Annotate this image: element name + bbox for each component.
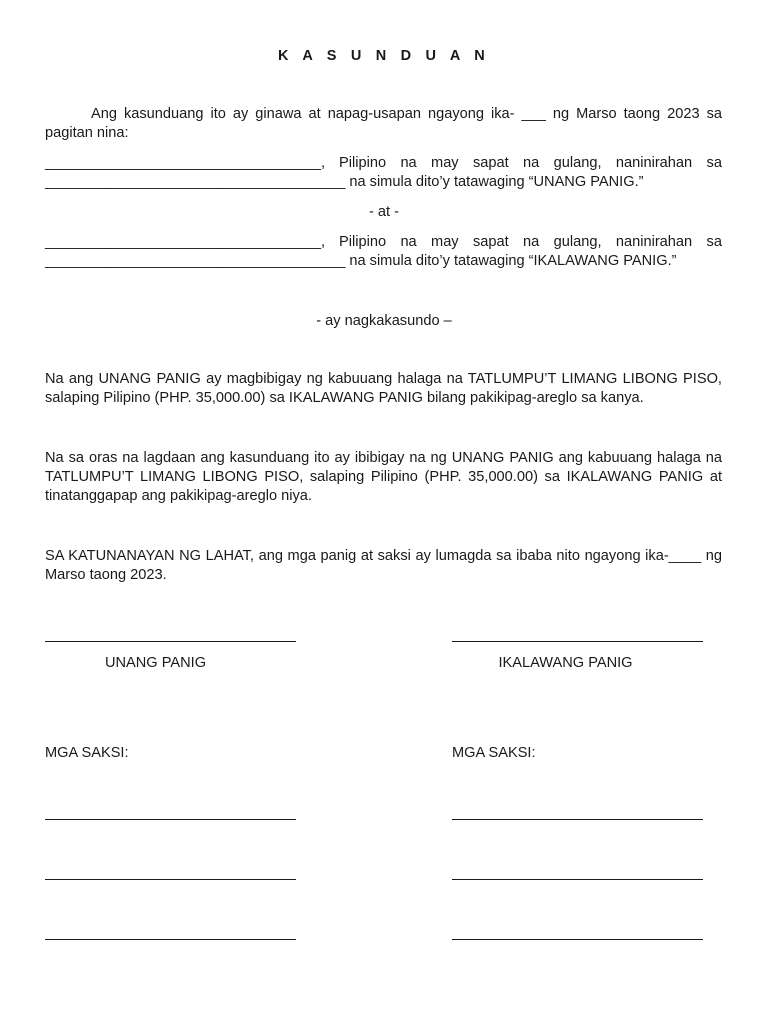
second-party-signature-label: IKALAWANG PANIG <box>498 655 633 671</box>
agreement-heading: - ay nagkakasundo – <box>316 313 452 329</box>
witness-clause: SA KATUNANAYAN NG LAHAT, ang mga panig at saksi ay lumagda sa ibaba nito ngayong ika-____ ng Marso taong 2023. <box>45 548 722 583</box>
document-title: K A S U N D U A N <box>278 48 490 64</box>
first-party-line1 <box>45 154 722 173</box>
right-witness-line-3[interactable] <box>452 939 703 940</box>
description-word: naninirahan <box>615 155 693 171</box>
second-party-address-line: _____________________________________ na simula dito’y tatawaging “IKALAWANG PANIG.” <box>45 253 677 269</box>
description-word: na <box>523 155 540 171</box>
left-witness-line-2[interactable] <box>45 879 296 880</box>
first-party-address-line: _____________________________________ na simula dito’y tatawaging “UNANG PANIG.” <box>45 174 644 190</box>
description-word: sa <box>706 234 722 250</box>
description-word: sapat <box>472 234 509 250</box>
second-party-description <box>325 233 722 252</box>
description-word: sapat <box>472 155 509 171</box>
first-party-name-blank: __________________________________, <box>45 155 326 171</box>
second-party-line1 <box>45 233 722 252</box>
description-word: may <box>431 155 459 171</box>
description-word: sa <box>706 155 722 171</box>
first-party-description <box>325 154 722 173</box>
description-word: may <box>431 234 459 250</box>
right-witness-line-2[interactable] <box>452 879 703 880</box>
description-word: Pilipino <box>339 155 387 171</box>
description-word: na <box>400 234 417 250</box>
description-word: naninirahan <box>615 234 693 250</box>
first-party-signature-label: UNANG PANIG <box>104 655 207 671</box>
first-party-signature-line[interactable] <box>45 641 296 642</box>
left-witness-line-1[interactable] <box>45 819 296 820</box>
description-word: gulang, <box>553 234 602 250</box>
first-party-block <box>45 154 722 192</box>
description-word: Pilipino <box>339 234 387 250</box>
description-word: gulang, <box>553 155 602 171</box>
clause-1: Na ang UNANG PANIG ay magbibigay ng kabuuang halaga na TATLUMPU’T LIMANG LIBONG PISO, salaping Pilipino (PHP. 35,000.00) sa IKALAWANG PANIG bilang pakikipag-areglo sa kanya. <box>45 371 722 406</box>
second-party-name-blank: __________________________________, <box>45 234 326 250</box>
left-witness-line-3[interactable] <box>45 939 296 940</box>
description-word: na <box>523 234 540 250</box>
separator-at: - at - <box>369 204 399 220</box>
second-party-block <box>45 233 722 271</box>
right-witnesses-label: MGA SAKSI: <box>452 745 536 761</box>
right-witness-line-1[interactable] <box>452 819 703 820</box>
intro-paragraph: Ang kasunduang ito ay ginawa at napag-usapan ngayong ika- ___ ng Marso taong 2023 sa pagitan nina: <box>45 106 722 141</box>
left-witnesses-label: MGA SAKSI: <box>45 745 129 761</box>
clause-2: Na sa oras na lagdaan ang kasunduang ito ay ibibigay na ng UNANG PANIG ang kabuuang halaga na TATLUMPU’T LIMANG LIBONG PISO, salaping Pilipino (PHP. 35,000.00) sa IKALAWANG PANIG at tinatanggapap ang pakikipag-areglo niya. <box>45 450 722 504</box>
description-word: na <box>400 155 417 171</box>
second-party-signature-line[interactable] <box>452 641 703 642</box>
